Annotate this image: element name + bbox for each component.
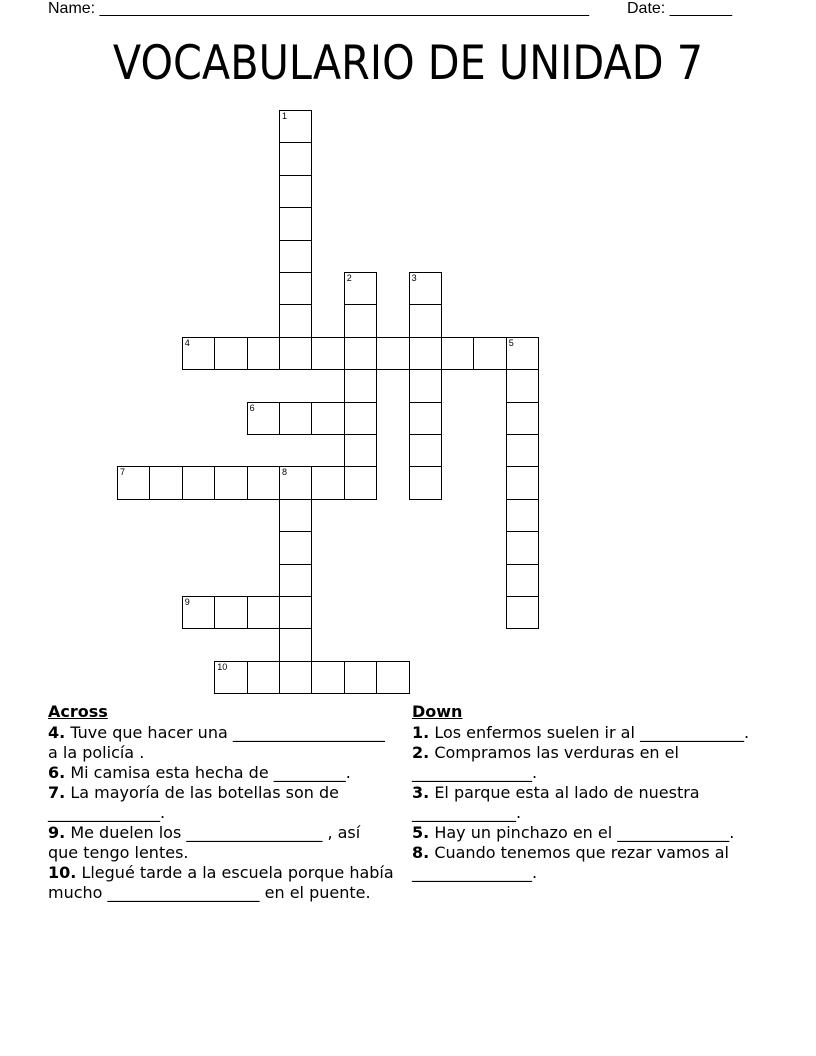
crossword-cell[interactable] xyxy=(279,304,312,337)
across-clue-10 xyxy=(48,863,394,903)
page-title: VOCABULARIO DE UNIDAD 7 xyxy=(112,36,704,91)
cell-number: 8 xyxy=(282,467,288,478)
clue-number: 3. xyxy=(412,783,430,802)
crossword-cell[interactable] xyxy=(279,531,312,564)
down-clue-5 xyxy=(412,823,752,843)
cell-number: 5 xyxy=(508,337,514,348)
clue-text: Cuando tenemos que rezar vamos al _______________. xyxy=(412,843,729,882)
crossword-cell[interactable] xyxy=(409,304,442,337)
crossword-cell[interactable] xyxy=(247,337,280,370)
crossword-cell[interactable] xyxy=(344,369,377,402)
crossword-cell[interactable] xyxy=(506,564,539,597)
crossword-cell[interactable] xyxy=(473,337,506,370)
cell-number: 4 xyxy=(184,337,190,348)
crossword-cell[interactable] xyxy=(279,337,312,370)
crossword-cell[interactable] xyxy=(279,175,312,208)
crossword-cell[interactable] xyxy=(376,661,409,694)
crossword-cell[interactable] xyxy=(214,337,247,370)
crossword-cell[interactable] xyxy=(279,564,312,597)
crossword-cell[interactable] xyxy=(506,531,539,564)
crossword-cell[interactable] xyxy=(247,402,280,435)
crossword-cell[interactable] xyxy=(441,337,474,370)
crossword-cell[interactable] xyxy=(247,466,280,499)
crossword-cell[interactable] xyxy=(279,110,312,143)
clue-number: 2. xyxy=(412,743,430,762)
crossword-cell[interactable] xyxy=(279,661,312,694)
across-clue-4 xyxy=(48,723,394,763)
across-clue-9 xyxy=(48,823,394,863)
date-field-label: Date: _______ xyxy=(627,0,732,17)
clue-text: Mi camisa esta hecha de _________. xyxy=(70,763,351,782)
crossword-cell[interactable] xyxy=(247,661,280,694)
crossword-cell[interactable] xyxy=(344,434,377,467)
crossword-cell[interactable] xyxy=(279,207,312,240)
down-clue-3 xyxy=(412,783,752,823)
down-clue-2 xyxy=(412,743,752,783)
clue-number: 5. xyxy=(412,823,430,842)
clue-text: Hay un pinchazo en el ______________. xyxy=(434,823,735,842)
across-clue-7 xyxy=(48,783,394,823)
crossword-cell[interactable] xyxy=(311,337,344,370)
crossword-cell[interactable] xyxy=(344,272,377,305)
crossword-cell[interactable] xyxy=(214,466,247,499)
cell-number: 9 xyxy=(184,597,190,607)
crossword-cell[interactable] xyxy=(344,661,377,694)
crossword-cell[interactable] xyxy=(506,434,539,467)
clue-text: Llegué tarde a la escuela porque había mucho ___________________ en el puente. xyxy=(48,863,394,902)
crossword-cell[interactable] xyxy=(344,466,377,499)
cell-number: 3 xyxy=(411,273,417,283)
crossword-cell[interactable] xyxy=(409,337,442,370)
clue-text: Tuve que hacer una ___________________ a la policía . xyxy=(48,723,385,762)
crossword-cell[interactable] xyxy=(182,337,215,370)
cell-number: 10 xyxy=(217,661,228,672)
crossword-cell[interactable] xyxy=(149,466,182,499)
crossword-cell[interactable] xyxy=(311,661,344,694)
clue-text: Me duelen los _________________ , así que tengo lentes. xyxy=(48,823,361,862)
clue-number: 8. xyxy=(412,843,430,862)
crossword-cell[interactable] xyxy=(279,499,312,532)
crossword-cell[interactable] xyxy=(247,596,280,629)
clue-number: 4. xyxy=(48,723,66,742)
crossword-cell[interactable] xyxy=(344,337,377,370)
crossword-cell[interactable] xyxy=(506,337,539,370)
clue-number: 7. xyxy=(48,783,66,802)
crossword-cell[interactable] xyxy=(344,304,377,337)
down-clues xyxy=(412,702,752,883)
cell-number: 6 xyxy=(249,402,255,413)
crossword-cell[interactable] xyxy=(182,596,215,629)
crossword-cell[interactable] xyxy=(279,596,312,629)
down-heading: Down xyxy=(412,702,463,721)
across-clues xyxy=(48,702,394,903)
crossword-cell[interactable] xyxy=(376,337,409,370)
clue-number: 1. xyxy=(412,723,430,742)
clue-text: La mayoría de las botellas son de ______________. xyxy=(48,783,339,822)
across-clue-6 xyxy=(48,763,394,783)
crossword-cell[interactable] xyxy=(409,402,442,435)
crossword-cell[interactable] xyxy=(506,369,539,402)
crossword-cell[interactable] xyxy=(279,142,312,175)
clue-text: El parque esta al lado de nuestra _____________. xyxy=(412,783,700,822)
clue-text: Los enfermos suelen ir al _____________. xyxy=(434,723,750,742)
crossword-cell[interactable] xyxy=(311,402,344,435)
crossword-cell[interactable] xyxy=(409,434,442,467)
across-heading: Across xyxy=(48,702,108,721)
crossword-cell[interactable] xyxy=(506,466,539,499)
down-clue-8 xyxy=(412,843,752,883)
crossword-cell[interactable] xyxy=(279,402,312,435)
crossword-cell[interactable] xyxy=(506,596,539,629)
crossword-cell[interactable] xyxy=(279,240,312,273)
crossword-cell[interactable] xyxy=(344,402,377,435)
clue-number: 6. xyxy=(48,763,66,782)
crossword-cell[interactable] xyxy=(506,499,539,532)
crossword-cell[interactable] xyxy=(279,466,312,499)
crossword-cell[interactable] xyxy=(506,402,539,435)
crossword-cell[interactable] xyxy=(311,466,344,499)
crossword-cell[interactable] xyxy=(409,369,442,402)
cell-number: 7 xyxy=(120,467,126,478)
clue-text: Compramos las verduras en el _______________. xyxy=(412,743,679,782)
crossword-cell[interactable] xyxy=(279,272,312,305)
crossword-cell[interactable] xyxy=(214,596,247,629)
clue-number: 9. xyxy=(48,823,66,842)
name-field-label: Name: _______________________________________________________ xyxy=(48,0,589,17)
crossword-cell[interactable] xyxy=(182,466,215,499)
crossword-cell[interactable] xyxy=(117,466,150,499)
cell-number: 1 xyxy=(282,111,288,121)
cell-number: 2 xyxy=(346,273,352,283)
crossword-cell[interactable] xyxy=(409,466,442,499)
clue-number: 10. xyxy=(48,863,77,882)
crossword-cell[interactable] xyxy=(279,628,312,661)
crossword-cell[interactable] xyxy=(409,272,442,305)
crossword-cell[interactable] xyxy=(214,661,247,694)
down-clue-1 xyxy=(412,723,752,743)
